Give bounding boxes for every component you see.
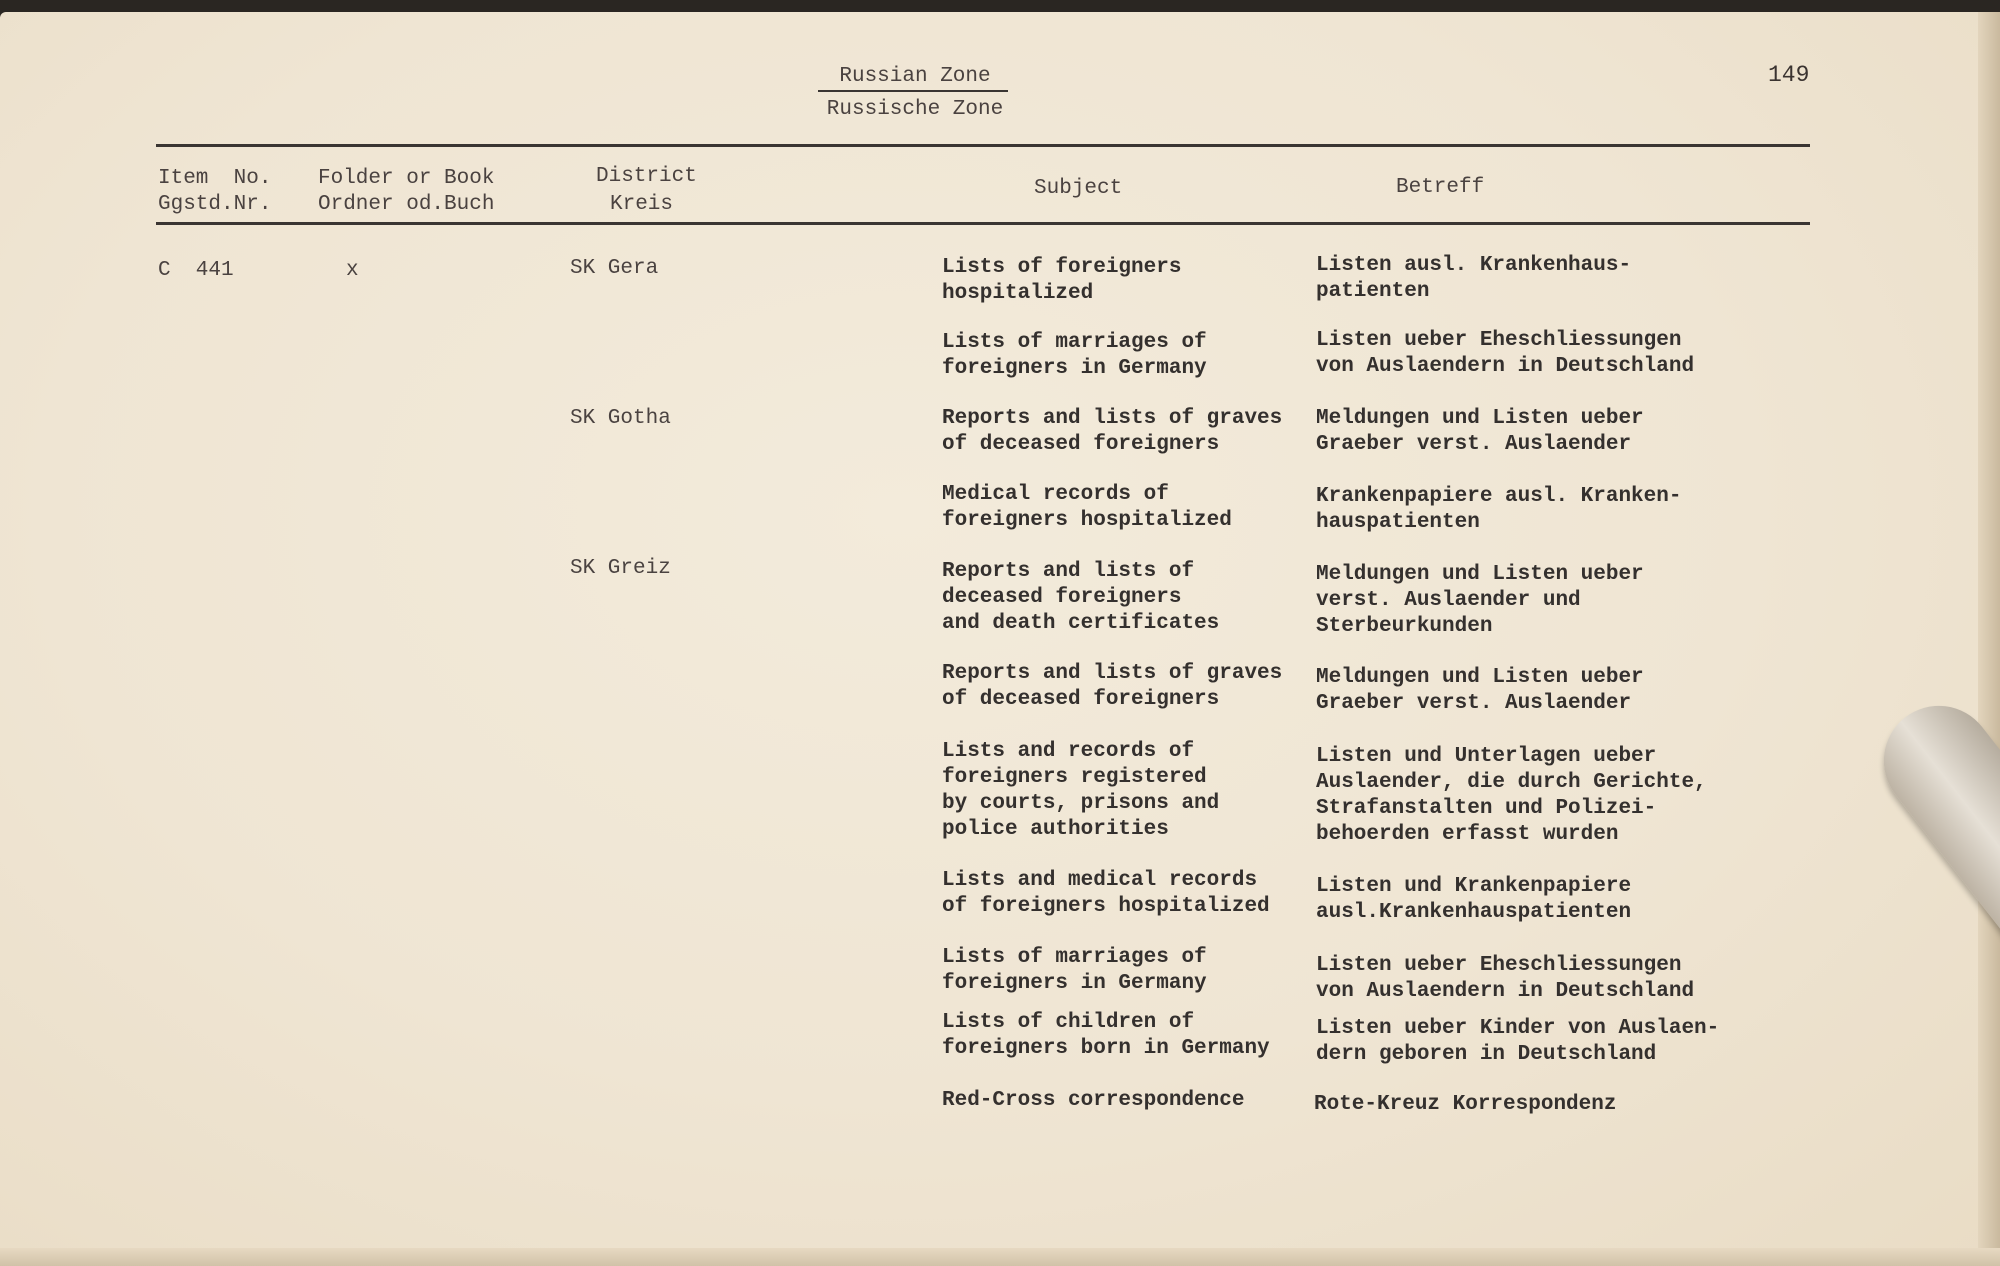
page-bottom-edge: [0, 1248, 2000, 1266]
row-betreff: Meldungen und Listen ueber Graeber verst. Auslaender: [1316, 666, 1644, 715]
page-edge: [1978, 12, 2000, 1266]
col-item-en: Item No.: [158, 167, 272, 190]
row-subject: Lists and medical records of foreigners hospitalized: [942, 869, 1270, 918]
folder-marker: x: [346, 259, 359, 282]
header-top-rule: [156, 144, 1810, 147]
zone-title-underline: [818, 90, 1008, 92]
row-subject: Lists of foreigners hospitalized: [942, 256, 1182, 305]
col-folder-en: Folder or Book: [318, 167, 495, 190]
row-subject: Lists of children of foreigners born in Germany: [942, 1011, 1270, 1060]
header-bottom-rule: [156, 222, 1810, 225]
row-subject: Red-Cross correspondence: [942, 1089, 1245, 1112]
row-betreff: Meldungen und Listen ueber Graeber verst. Auslaender: [1316, 407, 1644, 456]
col-district-de: Kreis: [610, 193, 674, 216]
document-page: [0, 12, 2000, 1266]
row-betreff: Rote-Kreuz Korrespondenz: [1314, 1093, 1617, 1116]
zone-title-de: Russische Zone: [826, 98, 1004, 121]
row-betreff: Listen ueber Kinder von Auslaen- dern geboren in Deutschland: [1316, 1017, 1720, 1066]
row-subject: Reports and lists of graves of deceased foreigners: [942, 662, 1283, 711]
col-betreff: Betreff: [1396, 176, 1485, 199]
page-number: 149: [1768, 62, 1810, 88]
col-folder-de: Ordner od.Buch: [318, 193, 495, 216]
row-betreff: Listen und Krankenpapiere ausl.Krankenhauspatienten: [1316, 875, 1632, 924]
row-betreff: Listen und Unterlagen ueber Auslaender, die durch Gerichte, Strafanstalten und Polizei- behoerden erfasst wurden: [1316, 745, 1707, 846]
row-subject: Reports and lists of deceased foreigners and death certificates: [942, 560, 1220, 635]
col-subject: Subject: [1034, 177, 1123, 200]
row-betreff: Listen ueber Eheschliessungen von Auslaendern in Deutschland: [1316, 954, 1695, 1003]
district-gotha: SK Gotha: [570, 407, 671, 430]
col-item-de: Ggstd.Nr.: [158, 193, 272, 216]
row-betreff: Krankenpapiere ausl. Kranken- hauspatienten: [1316, 485, 1682, 534]
zone-title-en: Russian Zone: [839, 65, 991, 88]
col-district-en: District: [596, 165, 697, 188]
row-betreff: Listen ueber Eheschliessungen von Auslaendern in Deutschland: [1316, 329, 1695, 378]
district-greiz: SK Greiz: [570, 557, 671, 580]
row-betreff: Listen ausl. Krankenhaus- patienten: [1316, 254, 1632, 303]
row-subject: Medical records of foreigners hospitalized: [942, 483, 1232, 532]
district-gera: SK Gera: [570, 257, 659, 280]
row-betreff: Meldungen und Listen ueber verst. Auslaender und Sterbeurkunden: [1316, 563, 1644, 638]
row-subject: Reports and lists of graves of deceased foreigners: [942, 407, 1283, 456]
row-subject: Lists and records of foreigners registered by courts, prisons and police authorities: [942, 740, 1220, 841]
row-subject: Lists of marriages of foreigners in Germany: [942, 946, 1207, 995]
item-number: C 441: [158, 259, 234, 282]
row-subject: Lists of marriages of foreigners in Germany: [942, 331, 1207, 380]
